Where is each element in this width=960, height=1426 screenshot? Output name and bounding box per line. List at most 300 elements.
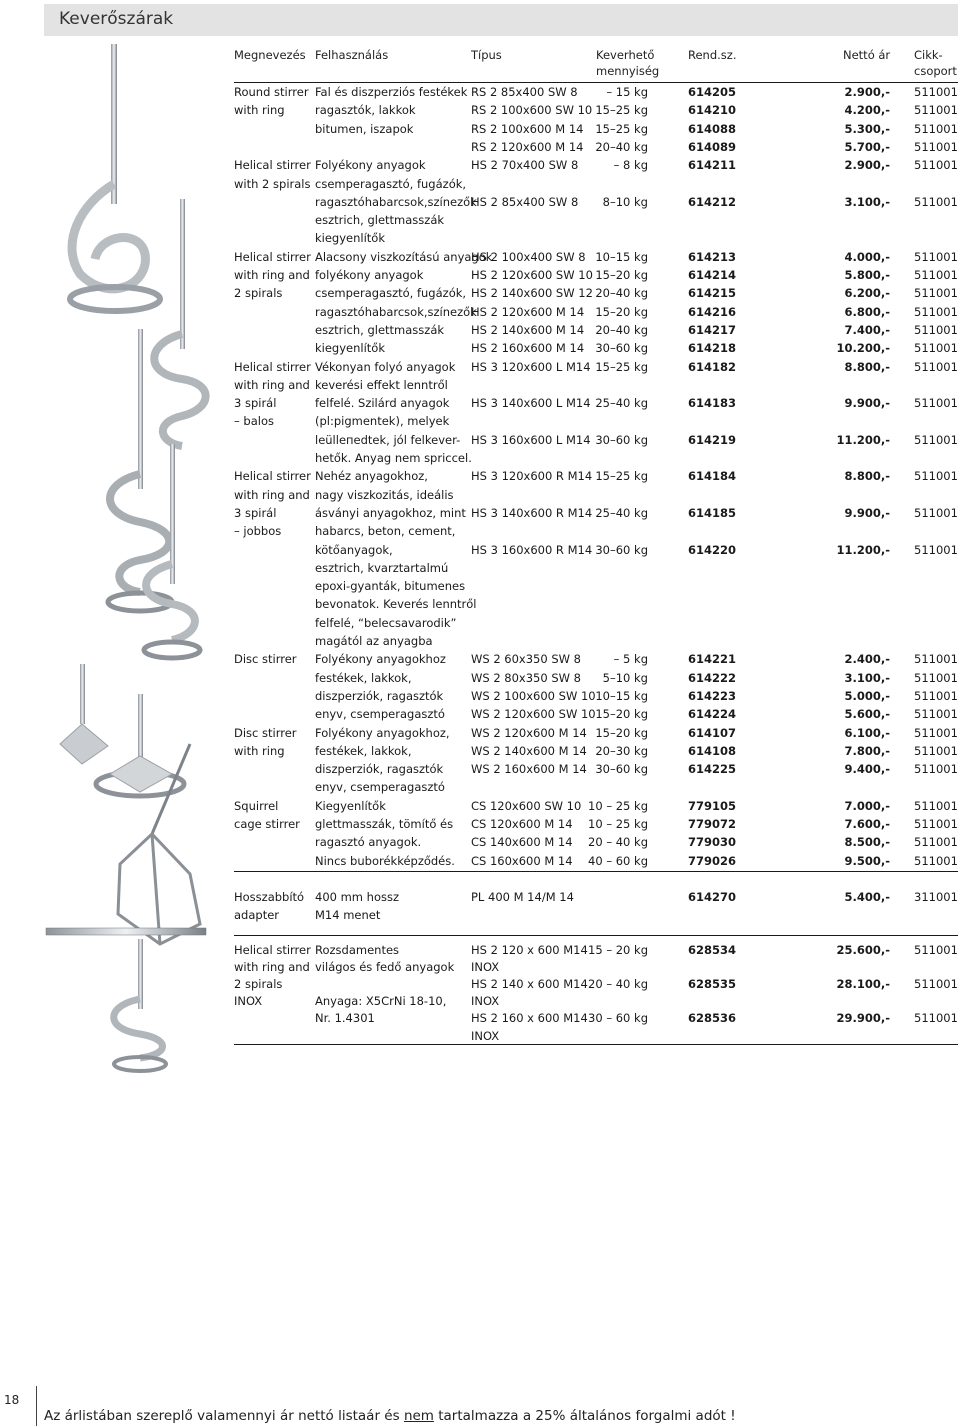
cell-type: WS 2 80x350 SW 8 bbox=[471, 670, 581, 685]
cell-name: 2 spirals bbox=[234, 286, 283, 301]
cell-group: 511001 bbox=[914, 103, 958, 118]
cell-qty: 10–15 kg bbox=[595, 249, 648, 264]
cell-group: 511001 bbox=[914, 432, 958, 447]
table-row bbox=[0, 706, 960, 724]
cell-use: kiegyenlítők bbox=[315, 231, 385, 246]
cell-group: 511001 bbox=[914, 249, 958, 264]
table-row bbox=[0, 194, 960, 212]
cell-use: habarcs, beton, cement, bbox=[315, 524, 456, 539]
cell-name: Helical stirrer bbox=[234, 249, 311, 264]
cell-use: Folyékony anyagokhoz, bbox=[315, 725, 450, 740]
cell-qty: 15–20 kg bbox=[595, 725, 648, 740]
footer-text-2: tartalmazza a 25% általános forgalmi adót ! bbox=[433, 1408, 736, 1424]
table-row bbox=[0, 779, 960, 797]
cell-name: 2 spirals bbox=[234, 977, 283, 992]
table-row bbox=[0, 743, 960, 761]
cell-use: festékek, lakkok, bbox=[315, 670, 412, 685]
cell-group: 511001 bbox=[914, 977, 958, 992]
cell-price: 29.900,- bbox=[836, 1011, 890, 1026]
cell-type: CS 160x600 M 14 bbox=[471, 853, 573, 868]
footer-emphasis: nem bbox=[403, 1408, 434, 1424]
cell-price: 5.700,- bbox=[844, 139, 890, 154]
col-header-type: Típus bbox=[471, 48, 502, 62]
cell-code: 779030 bbox=[688, 835, 737, 850]
cell-code: 614220 bbox=[688, 542, 737, 557]
cell-group: 511001 bbox=[914, 943, 958, 957]
col-header-group-line1: Cikk- bbox=[914, 48, 943, 62]
header-separator bbox=[234, 82, 958, 83]
cell-type: HS 2 140x600 M 14 bbox=[471, 322, 585, 337]
cell-price: 2.900,- bbox=[844, 85, 890, 99]
table-row bbox=[0, 688, 960, 706]
cell-code: 614182 bbox=[688, 359, 737, 374]
cell-group: 511001 bbox=[914, 817, 958, 831]
table-row bbox=[0, 798, 960, 816]
cell-group: 511001 bbox=[914, 798, 958, 813]
cell-price: 6.800,- bbox=[844, 304, 890, 319]
cell-group: 311001 bbox=[914, 890, 958, 904]
cell-qty: 30–60 kg bbox=[595, 762, 648, 777]
table-row bbox=[0, 670, 960, 688]
col-header-use: Felhasználás bbox=[315, 48, 389, 62]
cell-use: kiegyenlítők bbox=[315, 341, 385, 356]
cell-price: 2.400,- bbox=[844, 652, 890, 667]
cell-qty: 25–40 kg bbox=[595, 505, 648, 520]
table-row bbox=[0, 395, 960, 413]
cell-type: HS 2 140x600 SW 12 bbox=[471, 286, 593, 301]
table-row bbox=[0, 212, 960, 230]
cell-use: Vékonyan folyó anyagok bbox=[315, 359, 456, 374]
cell-price: 5.400,- bbox=[844, 890, 890, 904]
cell-use: diszperziók, ragasztók bbox=[315, 688, 444, 703]
table-row bbox=[0, 157, 960, 175]
table-row bbox=[0, 322, 960, 340]
cell-use: 400 mm hossz bbox=[315, 890, 400, 904]
cell-qty: 40 – 60 kg bbox=[588, 853, 648, 868]
extension-adapter-image bbox=[46, 928, 206, 935]
cell-price: 7.800,- bbox=[844, 743, 890, 758]
table-row bbox=[0, 1028, 960, 1046]
cell-use: ragasztóhabarcsok,színezők bbox=[315, 194, 477, 209]
cell-price: 4.200,- bbox=[844, 103, 890, 118]
cell-qty: 10 – 25 kg bbox=[588, 817, 648, 831]
cell-qty: – 5 kg bbox=[613, 652, 648, 667]
col-header-name: Megnevezés bbox=[234, 48, 306, 62]
cell-use: festékek, lakkok, bbox=[315, 743, 412, 758]
cell-use: csemperagasztó, fugázók, bbox=[315, 286, 467, 301]
cell-code: 614216 bbox=[688, 304, 737, 319]
cell-code: 614210 bbox=[688, 103, 737, 118]
cell-group: 511001 bbox=[914, 469, 958, 484]
cell-group: 511001 bbox=[914, 743, 958, 758]
cell-name: Disc stirrer bbox=[234, 652, 297, 667]
cell-type: CS 140x600 M 14 bbox=[471, 835, 573, 850]
cell-qty: 30 – 60 kg bbox=[588, 1011, 648, 1026]
cell-group: 511001 bbox=[914, 652, 958, 667]
cell-type: WS 2 100x600 SW 10 bbox=[471, 688, 596, 703]
cell-group: 511001 bbox=[914, 85, 958, 99]
cell-code: 614223 bbox=[688, 688, 737, 703]
table-row bbox=[0, 340, 960, 358]
section-separator bbox=[234, 935, 958, 936]
cell-use: leülleпedtek, jól felkever- bbox=[315, 432, 461, 447]
table-row bbox=[0, 1010, 960, 1028]
cell-qty: 20–40 kg bbox=[595, 322, 648, 337]
table-row bbox=[0, 976, 960, 994]
cell-name: with ring bbox=[234, 743, 285, 758]
col-header-code: Rend.sz. bbox=[688, 48, 737, 62]
cell-type: CS 120x600 M 14 bbox=[471, 817, 573, 831]
cell-group: 511001 bbox=[914, 286, 958, 301]
cell-code: 779026 bbox=[688, 853, 737, 868]
col-header-group-line2: csoport bbox=[914, 64, 957, 78]
cell-name: – jobbos bbox=[234, 524, 282, 539]
cell-qty: 15–20 kg bbox=[595, 304, 648, 319]
section-separator bbox=[234, 871, 958, 872]
cell-qty: 20–30 kg bbox=[595, 743, 648, 758]
cell-code: 614183 bbox=[688, 396, 737, 411]
cell-use: Nehéz anyagokhoz, bbox=[315, 469, 428, 484]
cell-price: 6.100,- bbox=[844, 725, 890, 740]
cell-type: HS 2 140 x 600 M14 bbox=[471, 977, 588, 992]
cell-qty: 15–20 kg bbox=[595, 707, 648, 722]
cell-code: 779105 bbox=[688, 798, 737, 813]
cell-group: 511001 bbox=[914, 304, 958, 319]
cell-group: 511001 bbox=[914, 158, 958, 173]
cell-name: Squirrel bbox=[234, 798, 279, 813]
cell-code: 614270 bbox=[688, 890, 737, 904]
cell-price: 8.800,- bbox=[844, 359, 890, 374]
cell-use: keverési effekt lenntről bbox=[315, 377, 448, 392]
cell-group: 511001 bbox=[914, 688, 958, 703]
cell-use: esztrich, glettmasszák bbox=[315, 213, 445, 228]
cell-name: 3 spirál bbox=[234, 505, 277, 520]
cell-group: 511001 bbox=[914, 762, 958, 777]
cell-qty: 20 – 40 kg bbox=[588, 977, 648, 992]
cell-type: HS 2 120 x 600 M14 bbox=[471, 943, 588, 957]
col-header-qty bbox=[596, 47, 659, 79]
cell-use: ragasztók, lakkok bbox=[315, 103, 416, 118]
cell-qty: 8–10 kg bbox=[602, 194, 648, 209]
cell-qty: 15–25 kg bbox=[595, 469, 648, 484]
page-number: 18 bbox=[4, 1393, 20, 1407]
table-row bbox=[0, 121, 960, 139]
cell-code: 614225 bbox=[688, 762, 737, 777]
cell-type: INOX bbox=[471, 994, 500, 1009]
cell-use: folyékony anyagok bbox=[315, 268, 424, 282]
cell-use: felfelé. Szilárd anyagok bbox=[315, 396, 450, 411]
table-row bbox=[0, 615, 960, 633]
cell-name: adapter bbox=[234, 908, 280, 922]
table-row bbox=[0, 907, 960, 925]
cell-qty: 15 – 20 kg bbox=[588, 943, 648, 957]
table-row bbox=[0, 942, 960, 960]
cell-group: 511001 bbox=[914, 670, 958, 685]
cell-code: 628534 bbox=[688, 943, 737, 957]
table-row bbox=[0, 432, 960, 450]
cell-price: 9.500,- bbox=[844, 853, 890, 868]
table-row bbox=[0, 596, 960, 614]
footer-note bbox=[44, 1408, 736, 1424]
page-number-box bbox=[0, 1386, 37, 1426]
cell-type: WS 2 60x350 SW 8 bbox=[471, 652, 581, 667]
cell-name: INOX bbox=[234, 994, 263, 1009]
table-row bbox=[0, 267, 960, 285]
cell-use: Folyékony anyagokhoz bbox=[315, 652, 446, 667]
table-row bbox=[0, 304, 960, 322]
cell-price: 5.000,- bbox=[844, 688, 890, 703]
cell-code: 614108 bbox=[688, 743, 737, 758]
cell-qty: 15–25 kg bbox=[595, 103, 648, 118]
cell-qty: 20–40 kg bbox=[595, 139, 648, 154]
cell-qty: 15–25 kg bbox=[595, 359, 648, 374]
cell-qty: 20 – 40 kg bbox=[588, 835, 648, 850]
cell-use: Anyaga: X5CrNi 18-10, bbox=[315, 994, 447, 1009]
cell-type: INOX bbox=[471, 960, 500, 975]
cell-use: diszperziók, ragasztók bbox=[315, 762, 444, 777]
cell-code: 614211 bbox=[688, 158, 737, 173]
cell-use: Alacsony viszkozítású anyagok bbox=[315, 249, 493, 264]
cell-use: felfelé, “belecsavarodik” bbox=[315, 615, 457, 630]
cell-code: 614184 bbox=[688, 469, 737, 484]
cell-price: 7.400,- bbox=[844, 322, 890, 337]
cell-price: 3.100,- bbox=[844, 194, 890, 209]
cell-name: with ring and bbox=[234, 960, 310, 975]
cell-type: WS 2 120x600 SW 10 bbox=[471, 707, 596, 722]
table-row bbox=[0, 633, 960, 651]
cell-code: 614221 bbox=[688, 652, 737, 667]
cell-qty: 30–60 kg bbox=[595, 341, 648, 356]
table-row bbox=[0, 487, 960, 505]
cell-price: 5.800,- bbox=[844, 268, 890, 282]
cell-use: esztrich, kvarztartalmú bbox=[315, 560, 449, 575]
table-row bbox=[0, 725, 960, 743]
cell-code: 614217 bbox=[688, 322, 737, 337]
table-row bbox=[0, 542, 960, 560]
cell-type: HS 3 140x600 L M14 bbox=[471, 396, 591, 411]
cell-use: Kiegyenlítők bbox=[315, 798, 386, 813]
cell-name: with ring bbox=[234, 103, 285, 118]
cell-use: Fal és diszperziós festékek bbox=[315, 85, 468, 99]
cell-use: Folyékony anyagok bbox=[315, 158, 426, 173]
cell-qty: – 15 kg bbox=[606, 85, 648, 99]
cell-use: esztrich, glettmasszák bbox=[315, 322, 445, 337]
cell-name: Round stirrer bbox=[234, 85, 309, 99]
cell-price: 25.600,- bbox=[836, 943, 890, 957]
table-row bbox=[0, 959, 960, 977]
cell-type: HS 2 120x600 M 14 bbox=[471, 304, 585, 319]
table-row bbox=[0, 249, 960, 267]
footer-text-1: Az árlistában szereplő valamennyi ár nettó listaár és bbox=[44, 1408, 404, 1424]
cell-use: nagy viszkozitás, ideális bbox=[315, 487, 454, 502]
cell-use: Nr. 1.4301 bbox=[315, 1011, 375, 1026]
col-header-price: Nettó ár bbox=[843, 48, 891, 62]
cell-qty: 25–40 kg bbox=[595, 396, 648, 411]
cell-price: 7.000,- bbox=[844, 798, 890, 813]
cell-group: 511001 bbox=[914, 268, 958, 282]
table-row bbox=[0, 413, 960, 431]
cell-price: 7.600,- bbox=[844, 817, 890, 831]
cell-type: HS 3 140x600 R M14 bbox=[471, 505, 593, 520]
cell-price: 5.300,- bbox=[844, 121, 890, 136]
cell-name: Helical stirrer bbox=[234, 469, 311, 484]
cell-group: 511001 bbox=[914, 396, 958, 411]
table-row bbox=[0, 560, 960, 578]
cell-group: 511001 bbox=[914, 121, 958, 136]
cell-qty: 20–40 kg bbox=[595, 286, 648, 301]
cell-type: HS 2 70x400 SW 8 bbox=[471, 158, 579, 173]
table-row bbox=[0, 84, 960, 102]
table-row bbox=[0, 102, 960, 120]
cell-qty: 10–15 kg bbox=[595, 688, 648, 703]
table-row bbox=[0, 993, 960, 1011]
cell-price: 8.500,- bbox=[844, 835, 890, 850]
cell-name: Hosszabbító bbox=[234, 890, 305, 904]
cell-group: 511001 bbox=[914, 853, 958, 868]
cell-qty: – 8 kg bbox=[613, 158, 648, 173]
col-header-qty-line2: mennyiség bbox=[596, 64, 660, 78]
cell-price: 3.100,- bbox=[844, 670, 890, 685]
cell-qty: 15–25 kg bbox=[595, 121, 648, 136]
cell-use: bitumen, iszapok bbox=[315, 121, 414, 136]
cell-name: – balos bbox=[234, 414, 274, 429]
cell-name: 3 spirál bbox=[234, 396, 277, 411]
cell-qty: 10 – 25 kg bbox=[588, 798, 648, 813]
cell-type: HS 3 160x600 L M14 bbox=[471, 432, 591, 447]
table-row bbox=[0, 651, 960, 669]
cell-use: Nincs buborékképződés. bbox=[315, 853, 455, 868]
cell-code: 614214 bbox=[688, 268, 737, 282]
cell-use: ásványi anyagokhoz, mint bbox=[315, 505, 466, 520]
cell-use: M14 menet bbox=[315, 908, 381, 922]
cell-group: 511001 bbox=[914, 707, 958, 722]
cell-code: 614215 bbox=[688, 286, 737, 301]
cell-code: 628535 bbox=[688, 977, 737, 992]
cell-code: 614213 bbox=[688, 249, 737, 264]
cell-code: 614089 bbox=[688, 139, 737, 154]
cell-type: RS 2 100x600 SW 10 bbox=[471, 103, 593, 118]
cell-price: 5.600,- bbox=[844, 707, 890, 722]
cell-type: INOX bbox=[471, 1028, 500, 1043]
page-header-bar bbox=[44, 4, 958, 36]
cell-use: ragasztó anyagok. bbox=[315, 835, 422, 850]
cell-use: Rozsdamentes bbox=[315, 943, 400, 957]
cell-code: 614185 bbox=[688, 505, 737, 520]
table-row bbox=[0, 578, 960, 596]
cell-type: HS 3 120x600 R M14 bbox=[471, 469, 593, 484]
cell-group: 511001 bbox=[914, 359, 958, 374]
cell-qty: 15–20 kg bbox=[595, 268, 648, 282]
cell-type: HS 3 160x600 R M14 bbox=[471, 542, 593, 557]
cell-type: HS 2 120x600 SW 10 bbox=[471, 268, 593, 282]
cell-group: 511001 bbox=[914, 835, 958, 850]
table-row bbox=[0, 176, 960, 194]
table-row bbox=[0, 468, 960, 486]
table-row bbox=[0, 889, 960, 907]
cell-price: 28.100,- bbox=[836, 977, 890, 992]
table-row bbox=[0, 450, 960, 468]
cell-group: 511001 bbox=[914, 139, 958, 154]
cell-use: bevonatok. Keverés lenntről bbox=[315, 597, 477, 612]
cell-use: kötőanyagok, bbox=[315, 542, 393, 557]
cell-name: Helical stirrer bbox=[234, 943, 311, 957]
cell-name: with ring and bbox=[234, 377, 310, 392]
cell-price: 9.900,- bbox=[844, 505, 890, 520]
table-row bbox=[0, 816, 960, 834]
col-header-group bbox=[914, 47, 957, 79]
cell-code: 614212 bbox=[688, 194, 737, 209]
cell-code: 779072 bbox=[688, 817, 737, 831]
cell-price: 4.000,- bbox=[844, 249, 890, 264]
cell-type: RS 2 100x600 M 14 bbox=[471, 121, 584, 136]
cell-name: cage stirrer bbox=[234, 817, 300, 831]
table-row bbox=[0, 853, 960, 871]
cell-group: 511001 bbox=[914, 505, 958, 520]
table-row bbox=[0, 834, 960, 852]
cell-group: 511001 bbox=[914, 322, 958, 337]
cell-type: HS 2 160 x 600 M14 bbox=[471, 1011, 588, 1026]
cell-type: HS 2 100x400 SW 8 bbox=[471, 249, 586, 264]
cell-group: 511001 bbox=[914, 1011, 958, 1026]
table-row bbox=[0, 523, 960, 541]
cell-name: Helical stirrer bbox=[234, 359, 311, 374]
table-row bbox=[0, 359, 960, 377]
cell-use: epoxi-gyanták, bitumenes bbox=[315, 579, 466, 594]
cell-type: CS 120x600 SW 10 bbox=[471, 798, 582, 813]
cell-type: WS 2 120x600 M 14 bbox=[471, 725, 587, 740]
cell-code: 614224 bbox=[688, 707, 737, 722]
cell-use: csemperagasztó, fugázók, bbox=[315, 176, 467, 191]
table-row bbox=[0, 761, 960, 779]
cell-qty: 30–60 kg bbox=[595, 432, 648, 447]
cell-price: 9.400,- bbox=[844, 762, 890, 777]
cell-use: hetők. Anyag nem spriccel. bbox=[315, 451, 472, 465]
cell-name: with ring and bbox=[234, 268, 310, 282]
cell-use: enyv, csemperagasztó bbox=[315, 780, 445, 795]
cell-type: RS 2 120x600 M 14 bbox=[471, 139, 584, 154]
cell-use: magától az anyagba bbox=[315, 634, 433, 648]
cell-type: HS 3 120x600 L M14 bbox=[471, 359, 591, 374]
cell-name: with ring and bbox=[234, 487, 310, 502]
table-row bbox=[0, 230, 960, 248]
cell-code: 614222 bbox=[688, 670, 737, 685]
cell-name: Disc stirrer bbox=[234, 725, 297, 740]
cell-name: Helical stirrer bbox=[234, 158, 311, 173]
cell-use: ragasztóhabarcsok,színezők bbox=[315, 304, 477, 319]
cell-qty: 5–10 kg bbox=[602, 670, 648, 685]
cell-code: 614205 bbox=[688, 85, 737, 99]
cell-price: 8.800,- bbox=[844, 469, 890, 484]
cell-group: 511001 bbox=[914, 725, 958, 740]
cell-price: 2.900,- bbox=[844, 158, 890, 173]
cell-type: HS 2 85x400 SW 8 bbox=[471, 194, 579, 209]
cell-type: WS 2 140x600 M 14 bbox=[471, 743, 587, 758]
cell-price: 10.200,- bbox=[836, 341, 890, 356]
cell-price: 11.200,- bbox=[836, 542, 890, 557]
cell-type: RS 2 85x400 SW 8 bbox=[471, 85, 578, 99]
cell-type: HS 2 160x600 M 14 bbox=[471, 341, 585, 356]
cell-price: 11.200,- bbox=[836, 432, 890, 447]
cell-qty: 30–60 kg bbox=[595, 542, 648, 557]
cell-code: 614107 bbox=[688, 725, 737, 740]
cell-use: glettmasszák, tömítő és bbox=[315, 817, 454, 831]
cell-type: WS 2 160x600 M 14 bbox=[471, 762, 587, 777]
cell-use: enyv, csemperagasztó bbox=[315, 707, 445, 722]
cell-group: 511001 bbox=[914, 341, 958, 356]
cell-code: 614088 bbox=[688, 121, 737, 136]
col-header-qty-line1: Keverhető bbox=[596, 48, 655, 62]
table-row bbox=[0, 377, 960, 395]
